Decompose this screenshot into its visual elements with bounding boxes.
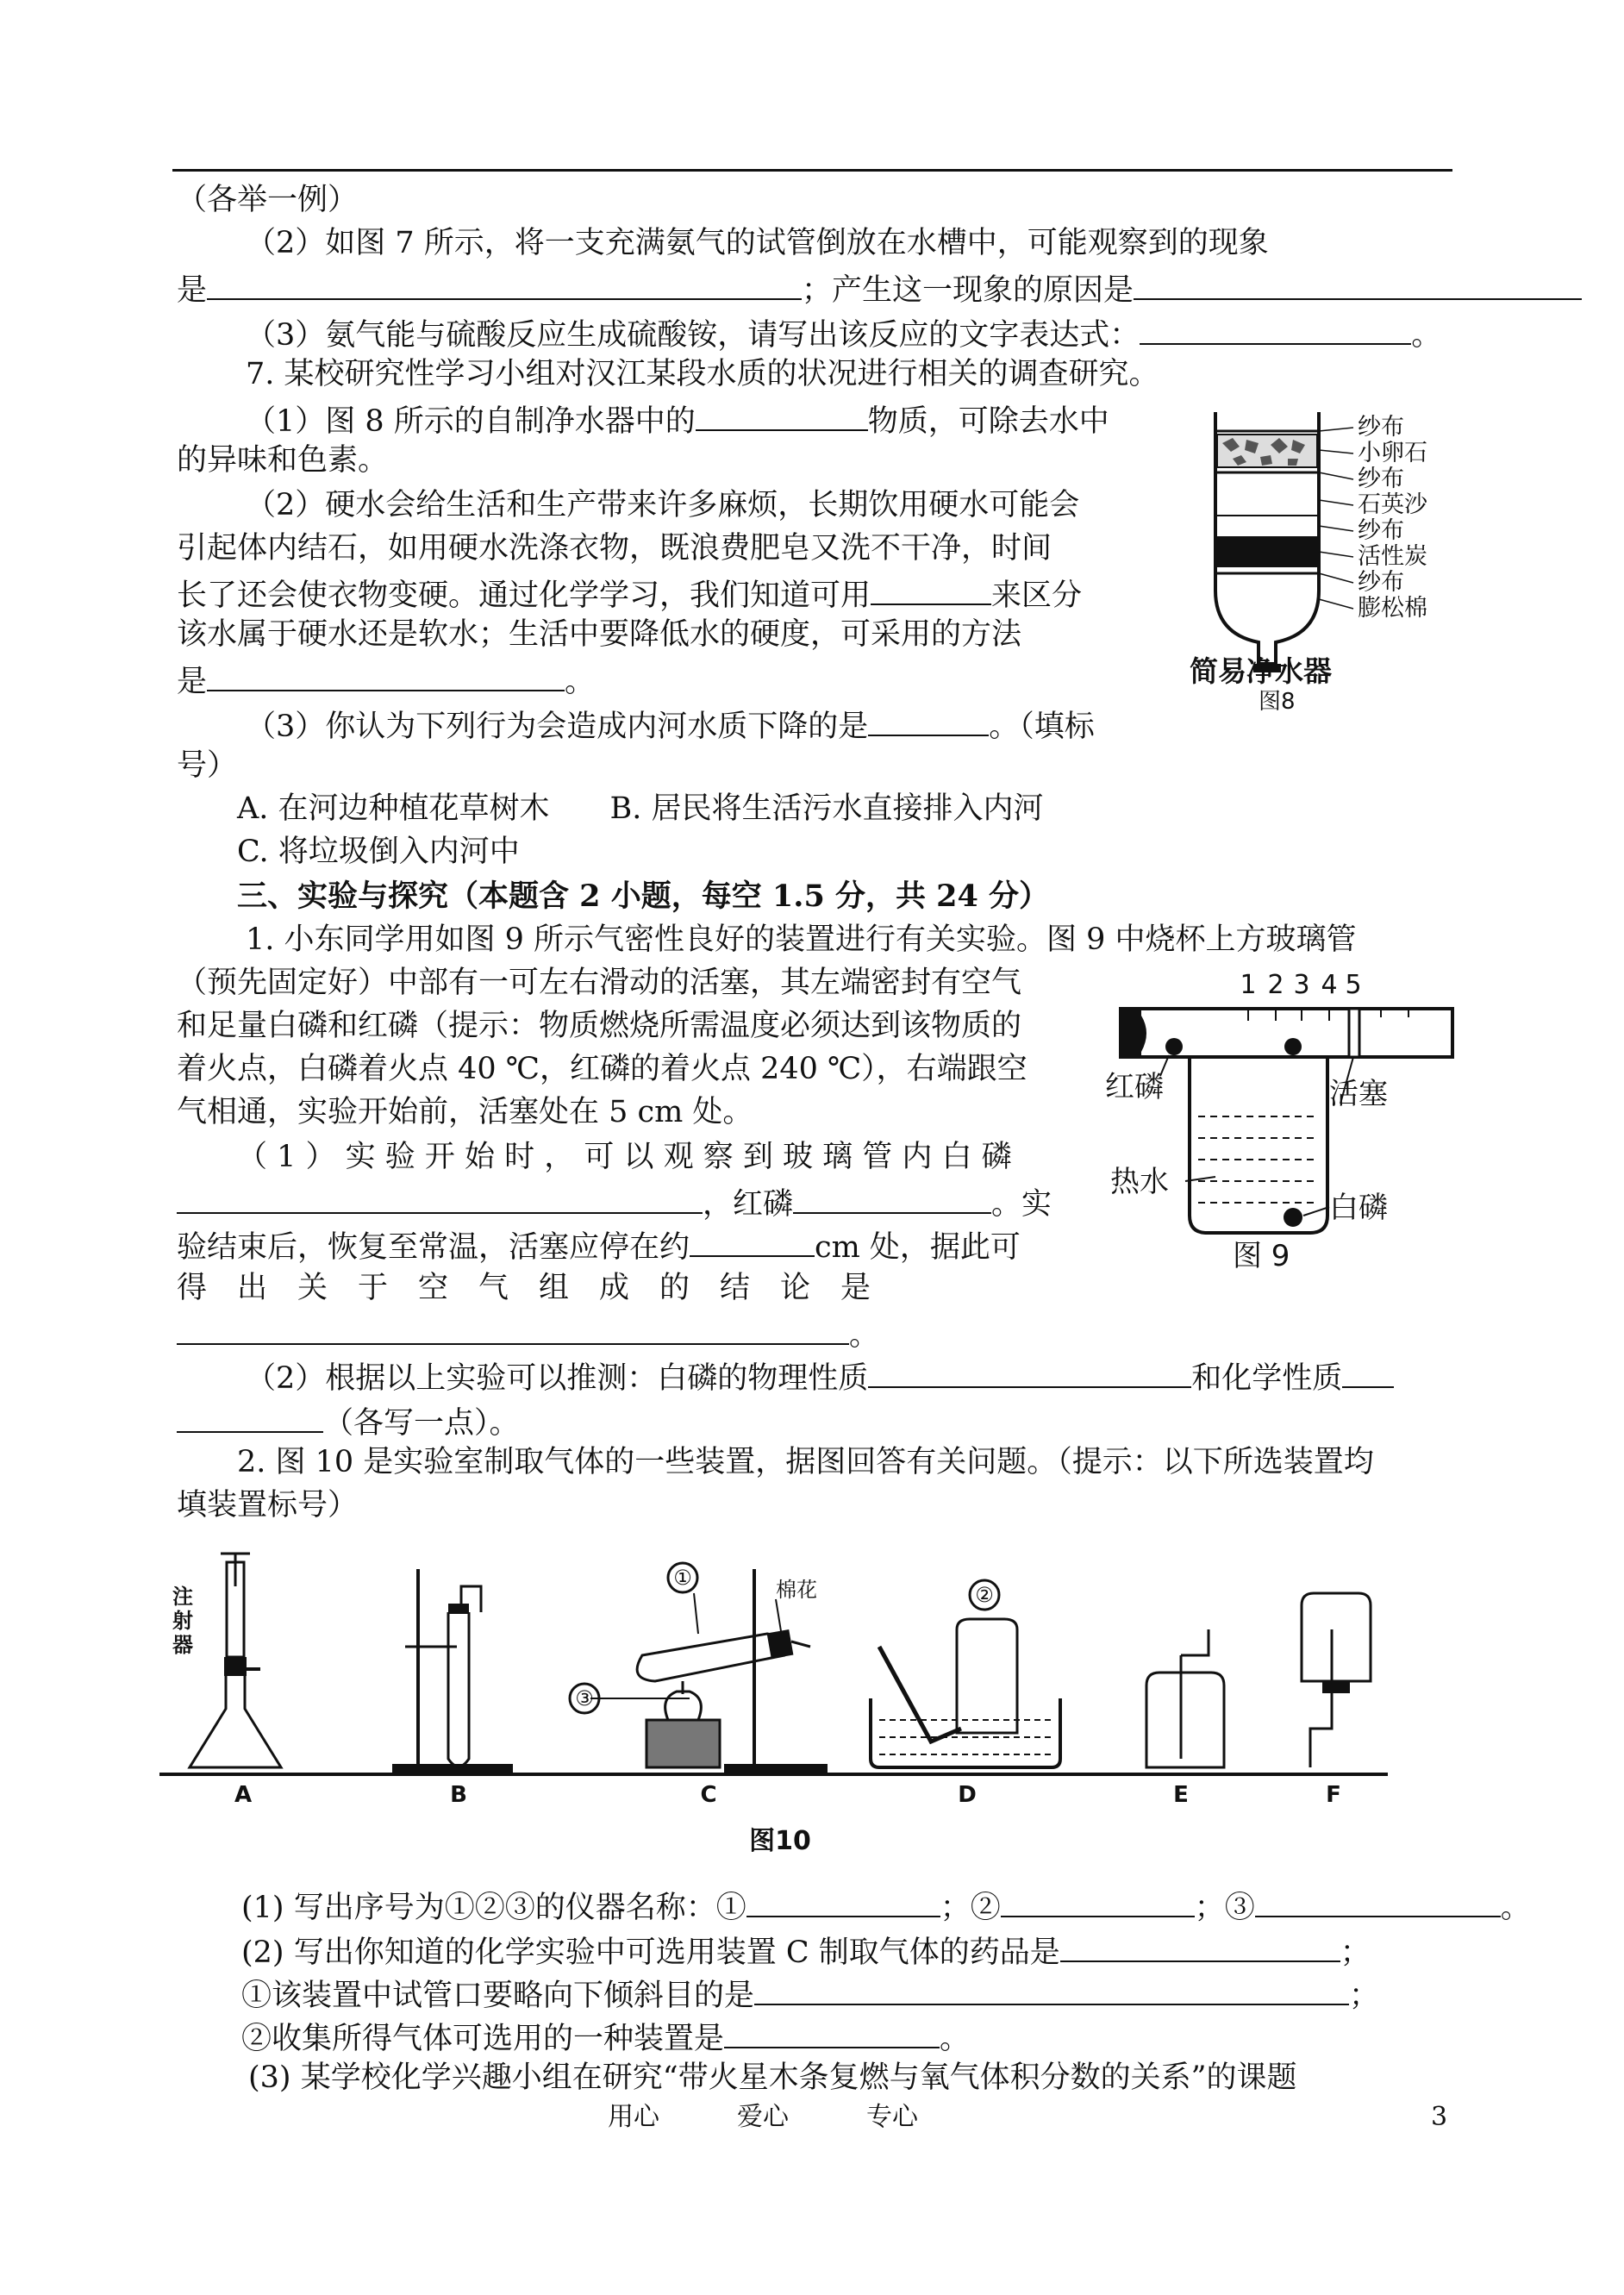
answer-blank[interactable]: [1060, 1929, 1340, 1962]
fig9-tick-label: 1: [1240, 970, 1257, 1000]
text-line: 填装置标号）: [177, 1488, 359, 1523]
answer-blank[interactable]: [868, 1355, 1191, 1388]
fig9-tick-label: 4: [1321, 970, 1338, 1000]
text-line: 。: [177, 1312, 879, 1354]
fig8-layer-label: 石英沙: [1358, 491, 1427, 518]
fig9-label-hot-water: 热水: [1110, 1165, 1169, 1199]
apparatus-e: [1146, 1629, 1224, 1767]
answer-blank[interactable]: [871, 572, 991, 605]
apparatus-d: [871, 1580, 1060, 1767]
text-line: （ 1 ） 实 验 开 始 时 ， 可 以 观 察 到 玻 璃 管 内 白 磷: [237, 1140, 1012, 1174]
text-line: 验结束后，恢复至常温，活塞应停在约 cm 处，据此可: [177, 1224, 1021, 1266]
answer-blank[interactable]: [1140, 312, 1411, 345]
fig8-caption: 图8: [1259, 689, 1296, 715]
answer-blank[interactable]: [696, 398, 868, 431]
text-line: 引起体内结石，如用硬水洗涤衣物，既浪费肥皂又洗不干净，时间: [177, 531, 1052, 566]
fig10-apparatus-label: A: [234, 1782, 253, 1808]
answer-blank[interactable]: [754, 1973, 1349, 2005]
text-line: A. 在河边种植花草树木 B. 居民将生活污水直接排入内河: [237, 791, 1044, 826]
fig9-tick-label: 5: [1345, 970, 1362, 1000]
header-rule: [172, 169, 1452, 172]
page-number: 3: [1431, 2102, 1448, 2132]
text-line: （2）根据以上实验可以推测：白磷的物理性质 和化学性质: [246, 1355, 1394, 1398]
text-line: ②收集所得气体可选用的一种装置是 。: [241, 2016, 970, 2058]
answer-blank[interactable]: [690, 1224, 815, 1257]
text-line: 长了还会使衣物变硬。通过化学学习，我们知道可用 来区分: [177, 572, 1082, 615]
fig8-layer-label: 纱布: [1358, 466, 1404, 492]
answer-blank[interactable]: [177, 1181, 703, 1214]
answer-blank[interactable]: [1342, 1355, 1394, 1388]
answer-blank[interactable]: [207, 267, 802, 300]
apparatus-f: [1302, 1593, 1371, 1767]
text-line: (3) 某学校化学兴趣小组在研究“带火星木条复燃与氧气体积分数的关系”的课题: [248, 2060, 1297, 2095]
text-line: 号）: [177, 748, 238, 783]
fig8-layer-label: 纱布: [1358, 414, 1404, 441]
text-line: ，红磷 。实: [177, 1181, 1052, 1223]
section-heading: 三、实验与探究（本题含 2 小题，每空 1.5 分，共 24 分）: [237, 879, 1050, 914]
text-line: （各写一点）。: [177, 1400, 520, 1442]
fig8-layer-label: 纱布: [1358, 517, 1404, 544]
text-line: 是 。: [177, 659, 595, 701]
text-line: 7. 某校研究性学习小组对汉江某段水质的状况进行相关的调查研究。: [246, 357, 1159, 391]
figure-10-gas-apparatus: [155, 1552, 1396, 1871]
text-line: （预先固定好）中部有一可左右滑动的活塞，其左端密封有空气: [177, 966, 1022, 1000]
fig9-label-piston: 活塞: [1329, 1077, 1388, 1111]
fig10-cotton-label: 棉花: [776, 1578, 817, 1602]
answer-blank[interactable]: [1001, 1885, 1195, 1917]
fig10-caption: 图10: [749, 1826, 811, 1856]
answer-blank[interactable]: [724, 2016, 940, 2048]
answer-blank[interactable]: [177, 1312, 849, 1345]
apparatus-c: [570, 1563, 828, 1773]
answer-blank[interactable]: [177, 1400, 323, 1433]
fig10-apparatus-label: F: [1326, 1782, 1341, 1808]
text-line: （3）氨气能与硫酸反应生成硫酸铵，请写出该反应的文字表达式： 。: [246, 312, 1441, 354]
answer-blank[interactable]: [868, 704, 989, 736]
text-line: (1) 写出序号为①②③的仪器名称：① ；② ；③ 。: [241, 1885, 1531, 1927]
fig10-apparatus-label: D: [958, 1782, 977, 1808]
text-line: 得 出 关 于 空 气 组 成 的 结 论 是: [177, 1271, 871, 1305]
fig9-tick-label: 2: [1267, 970, 1284, 1000]
fig10-apparatus-label: B: [450, 1782, 467, 1808]
answer-blank[interactable]: [1134, 267, 1582, 300]
fig10-marker: ①: [673, 1566, 692, 1590]
text-line: 的异味和色素。: [177, 443, 389, 478]
fig10-syringe-label: 注射器: [172, 1585, 193, 1657]
text-line: （2）硬水会给生活和生产带来许多麻烦，长期饮用硬水可能会: [246, 488, 1080, 522]
answer-blank[interactable]: [207, 659, 565, 691]
text-line: （1）图 8 所示的自制净水器中的 物质，可除去水中: [246, 398, 1109, 441]
text-line: 该水属于硬水还是软水；生活中要降低水的硬度，可采用的方法: [177, 617, 1022, 652]
footer-motto: 用心 爱心 专心: [608, 2102, 918, 2132]
fig10-apparatus-label: C: [700, 1782, 717, 1808]
text-line: (2) 写出你知道的化学实验中可选用装置 C 制取气体的药品是 ；: [241, 1929, 1371, 1972]
fig8-layer-label: 纱布: [1358, 569, 1404, 596]
fig8-title: 简易净水器: [1190, 654, 1332, 688]
text-line: C. 将垃圾倒入内河中: [237, 835, 520, 869]
figure-8-water-purifier: [1190, 405, 1474, 715]
fig9-caption: 图 9: [1233, 1239, 1290, 1273]
fig10-apparatus-label: E: [1173, 1782, 1189, 1808]
figure-9-piston-apparatus: [1103, 966, 1465, 1276]
fig8-layer-label: 小卵石: [1358, 440, 1427, 466]
text-line: （3）你认为下列行为会造成内河水质下降的是 。（填标: [246, 704, 1095, 746]
fig9-label-red-phosphorus: 红磷: [1105, 1070, 1164, 1104]
apparatus-b: [392, 1569, 513, 1773]
fig8-layer-label: 活性炭: [1358, 543, 1427, 570]
answer-blank[interactable]: [1255, 1885, 1501, 1917]
text-line: （2）如图 7 所示，将一支充满氨气的试管倒放在水槽中，可能观察到的现象: [246, 226, 1269, 260]
text-line: 2. 图 10 是实验室制取气体的一些装置，据图回答有关问题。（提示：以下所选装置均: [237, 1445, 1374, 1479]
text-line: 和足量白磷和红磷（提示：物质燃烧所需温度必须达到该物质的: [177, 1009, 1022, 1043]
text-line: ①该装置中试管口要略向下倾斜目的是 ；: [241, 1973, 1379, 2015]
text-line: 气相通，实验开始前，活塞处在 5 cm 处。: [177, 1095, 753, 1129]
fig10-marker: ③: [575, 1686, 594, 1710]
answer-blank[interactable]: [793, 1181, 991, 1214]
fig9-label-white-phosphorus: 白磷: [1329, 1191, 1388, 1225]
fig9-tick-label: 3: [1293, 970, 1310, 1000]
fig10-marker: ②: [975, 1583, 994, 1607]
text-line: 是 ；产生这一现象的原因是: [177, 267, 1582, 310]
apparatus-a: [172, 1554, 281, 1767]
text-line: 着火点，白磷着火点 40 ℃，红磷的着火点 240 ℃），右端跟空: [177, 1052, 1027, 1086]
fig8-layer-label: 膨松棉: [1358, 595, 1427, 622]
answer-blank[interactable]: [746, 1885, 940, 1917]
text-line: （各举一例）: [177, 183, 359, 217]
text-line: 1. 小东同学用如图 9 所示气密性良好的装置进行有关实验。图 9 中烧杯上方玻璃管: [246, 922, 1357, 957]
